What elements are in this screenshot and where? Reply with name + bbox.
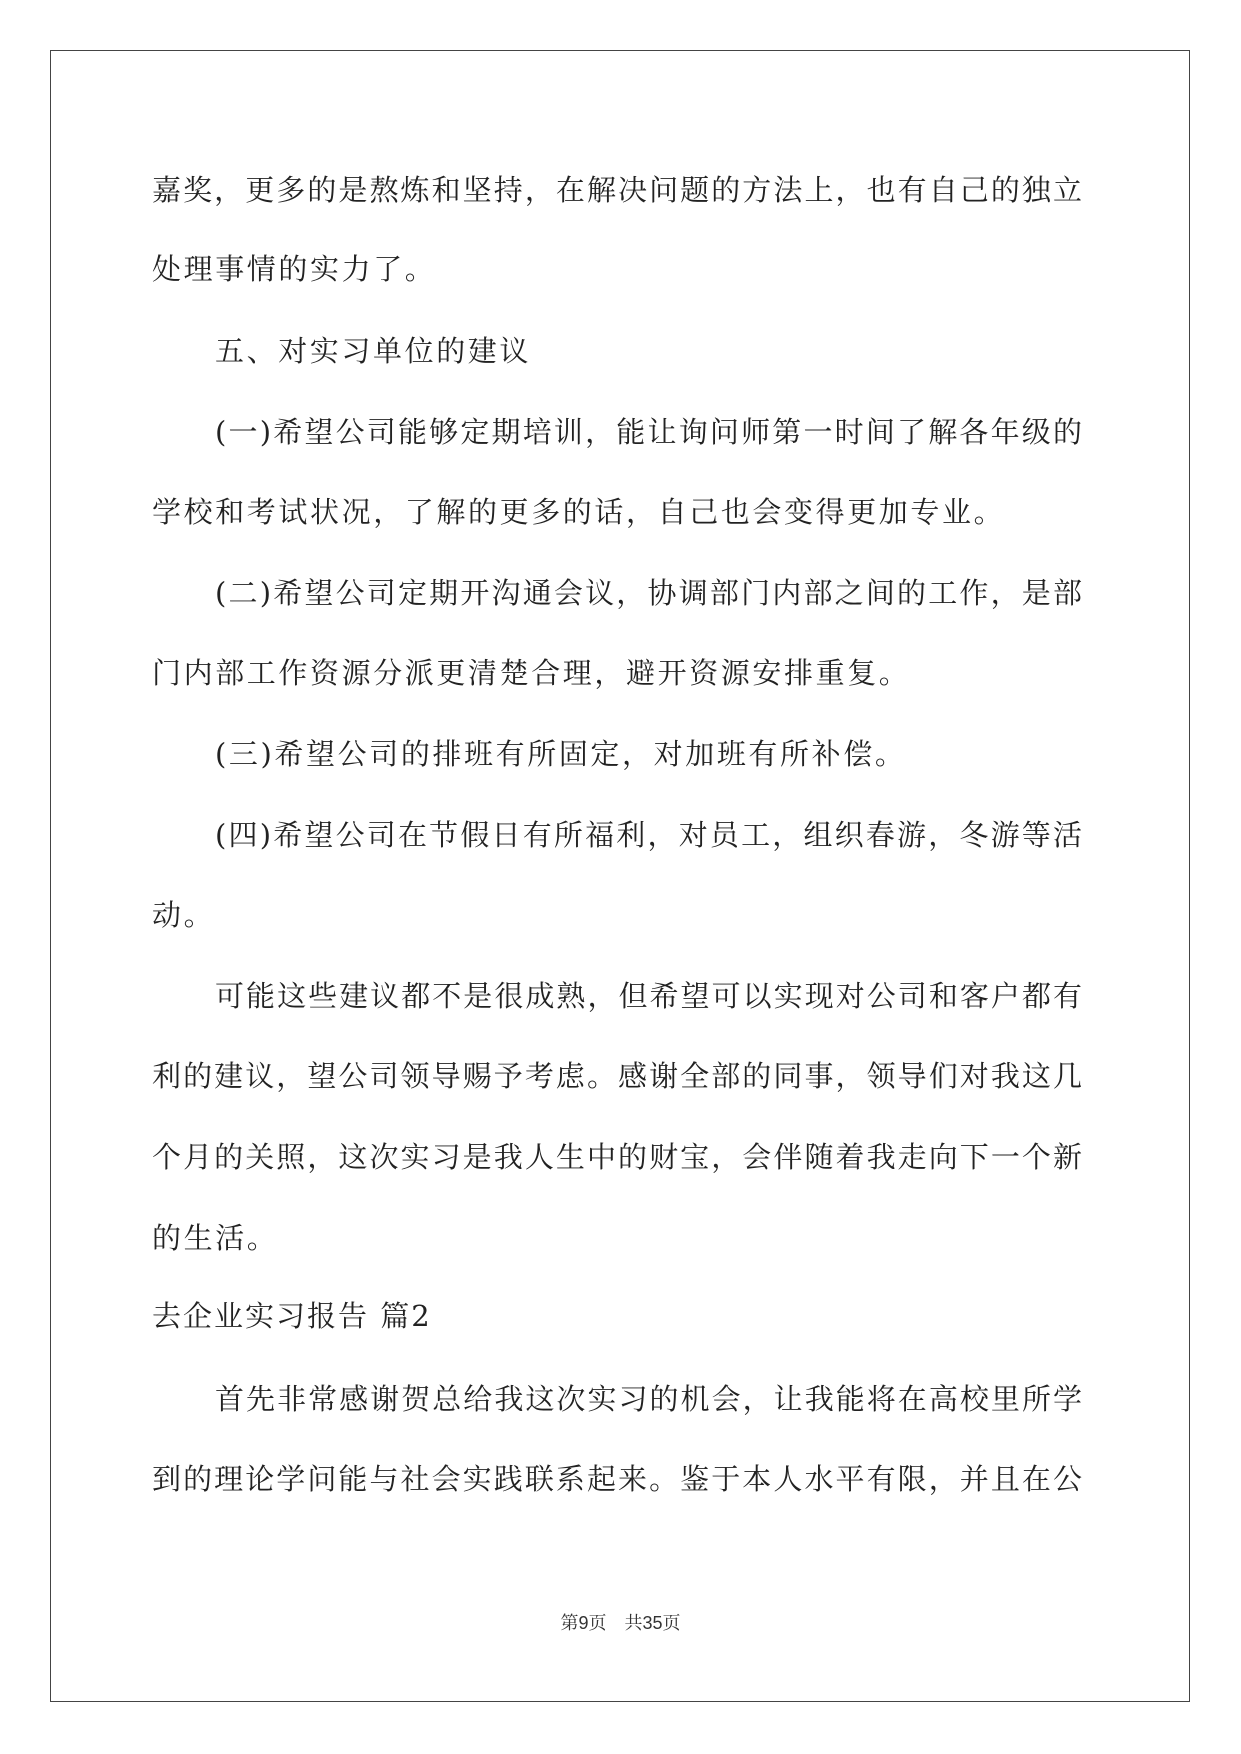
paragraph-line: 个月的关照，这次实习是我人生中的财宝，会伴随着我走向下一个新	[152, 1140, 1082, 1174]
paragraph-line: 到的理论学问能与社会实践联系起来。鉴于本人水平有限，并且在公	[152, 1462, 1082, 1496]
paragraph-line: (四)希望公司在节假日有所福利，对员工，组织春游，冬游等活	[215, 818, 1082, 852]
paragraph-line: 门内部工作资源分派更清楚合理，避开资源安排重复。	[152, 656, 911, 690]
paragraph-line: 嘉奖，更多的是熬炼和坚持，在解决问题的方法上，也有自己的独立	[152, 173, 1082, 207]
paragraph-line: (三)希望公司的排班有所固定，对加班有所补偿。	[215, 737, 907, 771]
paragraph-line: 处理事情的实力了。	[152, 252, 437, 286]
paragraph-line: (二)希望公司定期开沟通会议，协调部门内部之间的工作，是部	[215, 576, 1082, 610]
footer-middle: 页 共	[588, 1613, 643, 1634]
page-border	[50, 50, 1190, 1702]
paragraph-line: 动。	[152, 898, 216, 932]
article-title: 去企业实习报告 篇2	[152, 1299, 432, 1333]
paragraph-line: 利的建议，望公司领导赐予考虑。感谢全部的同事，领导们对我这几	[152, 1059, 1082, 1093]
paragraph-line: 首先非常感谢贺总给我这次实习的机会，让我能将在高校里所学	[215, 1382, 1082, 1416]
page-footer	[0, 1611, 1241, 1636]
current-page-number: 9	[578, 1613, 589, 1633]
paragraph-line: 可能这些建议都不是很成熟，但希望可以实现对公司和客户都有	[215, 979, 1082, 1013]
section-heading: 五、对实习单位的建议	[215, 334, 532, 368]
footer-suffix: 页	[662, 1613, 681, 1634]
paragraph-line: 学校和考试状况，了解的更多的话，自己也会变得更加专业。	[152, 495, 1006, 529]
paragraph-line: (一)希望公司能够定期培训，能让询问师第一时间了解各年级的	[215, 415, 1082, 449]
footer-prefix: 第	[560, 1613, 579, 1634]
paragraph-line: 的生活。	[152, 1221, 279, 1255]
total-page-count: 35	[642, 1613, 663, 1633]
